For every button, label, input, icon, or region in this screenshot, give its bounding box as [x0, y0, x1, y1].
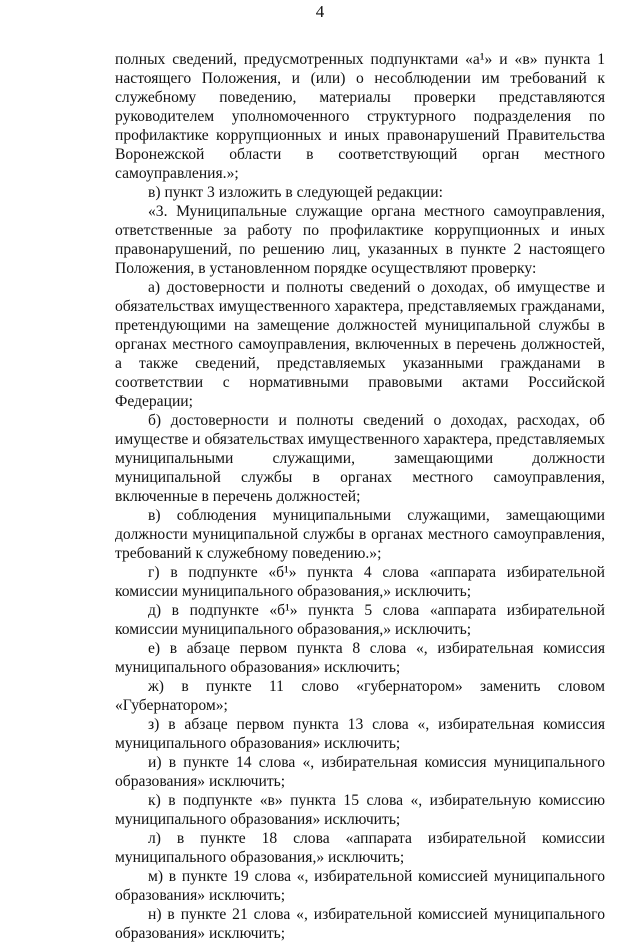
paragraph-item-k: к) в подпункте «в» пункта 15 слова «, избирательную комиссию муниципального образования» исключить;: [115, 792, 605, 828]
paragraph-clause-3: «3. Муниципальные служащие органа местного самоуправления, ответственные за работу по профилактике коррупционных и иных правонарушений, по решению лиц, указанных в пункте 2 настоящего Положения, в установленном порядке осуществляют проверку:: [115, 203, 605, 277]
paragraph-item-i: и) в пункте 14 слова «, избирательная комиссия муниципального образования» исключить;: [115, 754, 605, 790]
document-body: [115, 50, 605, 943]
paragraph-item-g: г) в подпункте «б¹» пункта 4 слова «аппарата избирательной комиссии муниципального образования,» исключить;: [115, 564, 605, 600]
paragraph-item-m: м) в пункте 19 слова «, избирательной комиссией муниципального образования» исключить;: [115, 868, 605, 904]
paragraph-item-n: н) в пункте 21 слова «, избирательной комиссией муниципального образования» исключить;: [115, 906, 605, 942]
paragraph-item-v: в) пункт 3 изложить в следующей редакции:: [148, 184, 443, 201]
paragraph-subitem-a: а) достоверности и полноты сведений о доходах, об имуществе и обязательствах имущественного характера, представляемых гражданами, претендующими на замещение должностей муниципальной службы в органах местного самоуправления, включенных в перечень должностей, а также сведений, представляемых указанными гражданами в соответствии с нормативными правовыми актами Российской Федерации;: [115, 279, 605, 410]
paragraph-item-e: е) в абзаце первом пункта 8 слова «, избирательная комиссия муниципального образования» исключить;: [115, 640, 605, 676]
paragraph-continuation: полных сведений, предусмотренных подпунктами «а¹» и «в» пункта 1 настоящего Положения, и (или) о несоблюдении им требований к служебному поведению, материалы проверки представляются руководителем уполномоченного структурного подразделения по профилактике коррупционных и иных правонарушений Правительства Воронежской области в соответствующий орган местного самоуправления.»;: [115, 51, 605, 182]
paragraph-item-l: л) в пункте 18 слова «аппарата избирательной комиссии муниципального образования,» исключить;: [115, 830, 605, 866]
paragraph-subitem-v: в) соблюдения муниципальными служащими, замещающими должности муниципальной службы в органах местного самоуправления, требований к служебному поведению.»;: [115, 507, 605, 562]
paragraph-subitem-b: б) достоверности и полноты сведений о доходах, расходах, об имуществе и обязательствах имущественного характера, представляемых муниципальными служащими, замещающими должности муниципальной службы в органах местного самоуправления, включенные в перечень должностей;: [115, 412, 605, 505]
page-number: 4: [315, 2, 325, 21]
paragraph-item-z: з) в абзаце первом пункта 13 слова «, избирательная комиссия муниципального образования» исключить;: [115, 716, 605, 752]
paragraph-item-zh: ж) в пункте 11 слово «губернатором» заменить словом «Губернатором»;: [115, 678, 605, 714]
paragraph-item-d: д) в подпункте «б¹» пункта 5 слова «аппарата избирательной комиссии муниципального образования,» исключить;: [115, 602, 605, 638]
